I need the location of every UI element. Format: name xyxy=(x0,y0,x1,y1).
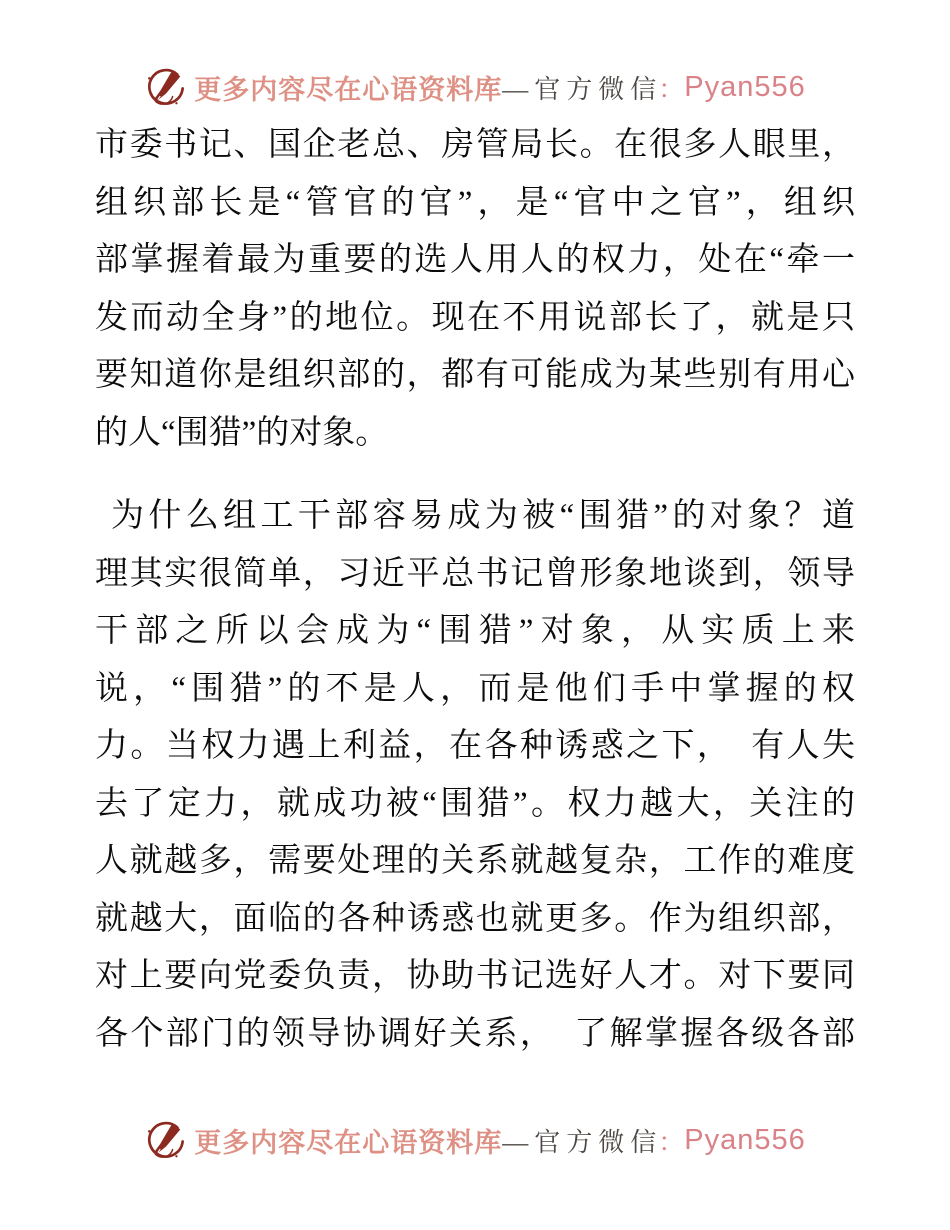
text-line: 人就越多，需要处理的关系就越复杂，工作的难度 xyxy=(95,843,855,879)
text-line: 力。当权力遇上利益，在各种诱惑之下， 有人失 xyxy=(95,728,855,764)
text-line: 组织部长是“管官的官”，是“官中之官”，组织 xyxy=(95,184,855,221)
watermark-wechat-label: —官方微信 xyxy=(502,1127,663,1157)
text-line: 理其实很简单，习近平总书记曾形象地谈到，领导 xyxy=(95,555,855,592)
paragraph-2 xyxy=(95,488,855,1063)
text-line: 部掌握着最为重要的选人用人的权力，处在“牵一 xyxy=(95,242,855,278)
watermark-site-text: 更多内容尽在心语资料库 xyxy=(194,1127,503,1158)
text-line: 说，“围猎”的不是人，而是他们手中掌握的权 xyxy=(95,670,855,707)
watermark-site-text: 更多内容尽在心语资料库 xyxy=(194,74,503,105)
watermark-wechat-account: Pyan556 xyxy=(684,70,806,103)
text-line: 干部之所以会成为“围猎”对象，从实质上来 xyxy=(95,613,855,649)
watermark-wechat-account: Pyan556 xyxy=(684,1123,806,1156)
text-line: 就越大，面临的各种诱惑也就更多。作为组织部， xyxy=(95,900,855,937)
pen-circle-logo-icon xyxy=(144,1119,186,1161)
text-line: 各个部门的领导协调好关系， 了解掌握各级各部 xyxy=(95,1015,855,1052)
pen-circle-logo-icon xyxy=(144,66,186,108)
text-line: 发而动全身”的地位。现在不用说部长了，就是只 xyxy=(95,299,855,336)
text-line: 去了定力，就成功被“围猎”。权力越大，关注的 xyxy=(95,785,855,822)
watermark-wechat-label: —官方微信 xyxy=(502,74,663,104)
watermark-colon: ： xyxy=(658,1127,685,1157)
watermark-header xyxy=(0,0,950,110)
paragraph-1 xyxy=(95,117,855,462)
text-line: 市委书记、国企老总、房管局长。在很多人眼里， xyxy=(95,127,855,163)
text-line: 对上要向党委负责，协助书记选好人才。对下要同 xyxy=(95,958,855,994)
watermark-colon: ： xyxy=(658,74,685,104)
text-line: 要知道你是组织部的，都有可能成为某些别有用心 xyxy=(95,357,855,393)
text-line: 为什么组工干部容易成为被“围猎”的对象？道 xyxy=(111,498,855,534)
document-body xyxy=(95,117,855,1063)
text-line: 的人“围猎”的对象。 xyxy=(95,414,389,451)
watermark-footer xyxy=(0,1117,950,1163)
